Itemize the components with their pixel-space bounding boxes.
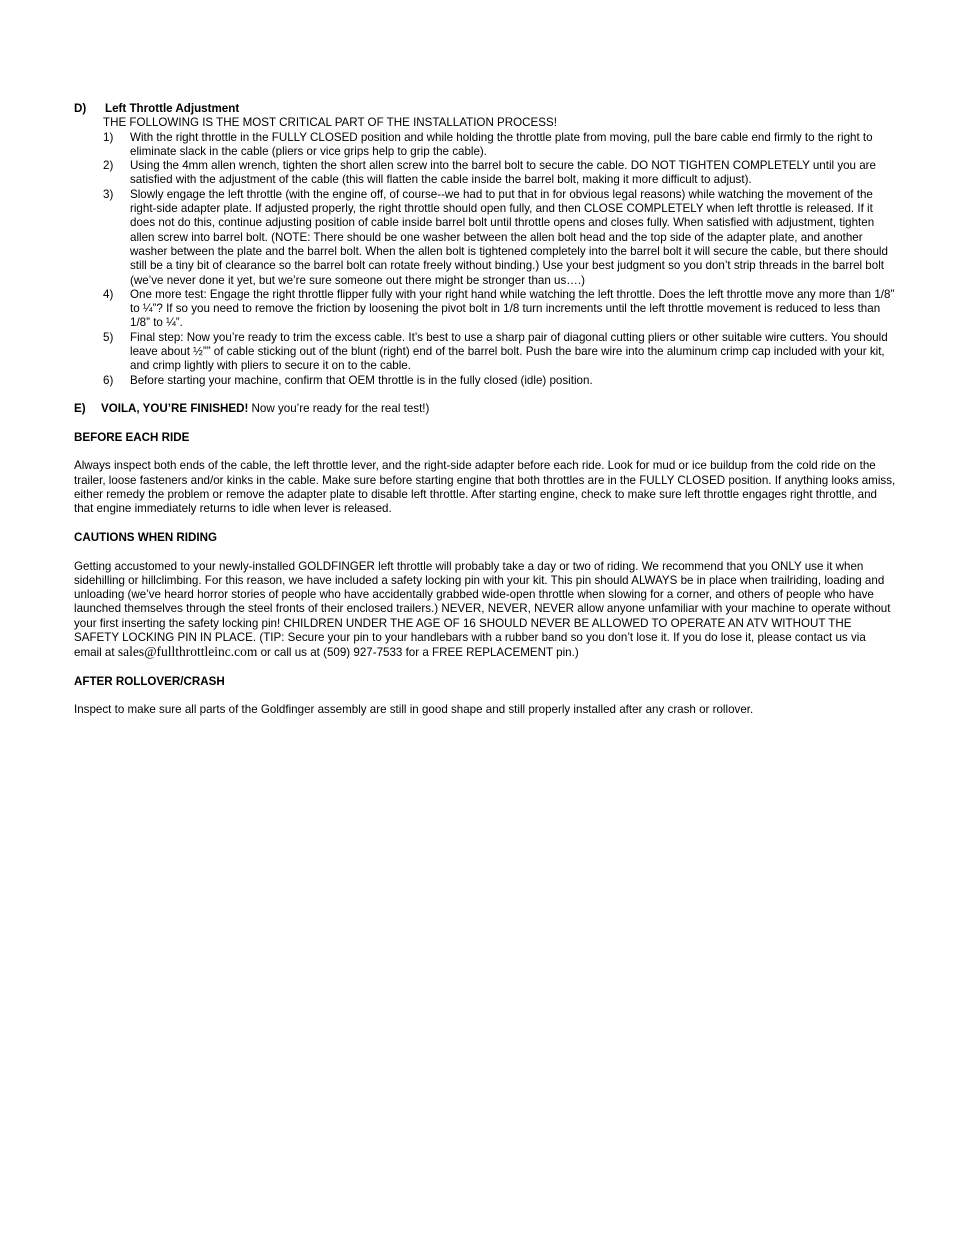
step-number: 3) xyxy=(103,187,114,201)
step-item xyxy=(103,159,896,188)
step-text: With the right throttle in the FULLY CLOSED position and while holding the throttle plate from moving, pull the bare cable end firmly to the right to eliminate slack in the cable (pliers or vice grips help to grip the cable). xyxy=(130,130,873,158)
cautions-text-after: or call us at (509) 927-7533 for a FREE REPLACEMENT pin.) xyxy=(257,646,579,660)
spacer xyxy=(74,517,896,531)
step-text: Slowly engage the left throttle (with the engine off, of course--we had to put that in for obvious legal reasons) while watching the movement of the right-side adapter plate. If adjusted properly, the right throttle should open fully, and then CLOSE COMPLETELY when left throttle is released. If it does not do this, continue adjusting position of cable inside barrel bolt until throttle opens and closes fully. When satisfied with adjustment, tighten allen screw into barrel bolt. (NOTE: There should be one washer between the allen bolt head and the top side of the adapter plate, and another washer between the plate and the barrel bolt. When the allen bolt is tightened completely into the barrel bolt it will secure the cable, but there should still be a tiny bit of clearance so the barrel bolt can rotate freely without binding.) Use your best judgment so you don’t strip threads in the barrel bolt (we’ve never done it yet, but we’re sure someone out there might be stronger than us….) xyxy=(130,187,888,287)
step-number: 5) xyxy=(103,330,114,344)
section-e-text: Now you’re ready for the real test!) xyxy=(248,402,430,416)
step-number: 1) xyxy=(103,130,114,144)
spacer xyxy=(74,661,896,675)
spacer xyxy=(74,545,896,559)
step-item xyxy=(103,374,896,388)
before-ride-text: Always inspect both ends of the cable, the left throttle lever, and the right-side adapter before each ride. Look for mud or ice buildup from the cold ride on the trailer, loose fasteners and/or kinks in the cable. Make sure before starting engine that both throttles are in the FULLY CLOSED position. If anything looks amiss, either remedy the problem or remove the adapter plate to disable left throttle. After starting engine, check to make sure left throttle engages right throttle, and that engine immediately returns to idle when lever is released. xyxy=(74,459,896,516)
step-item xyxy=(103,188,896,288)
spacer xyxy=(74,417,896,431)
adjustment-steps xyxy=(74,131,896,388)
contact-email: sales@fullthrottleinc.com xyxy=(117,644,258,660)
step-text: Final step: Now you’re ready to trim the excess cable. It’s best to use a sharp pair of diagonal cutting pliers or other suitable wire cutters. You should leave about ½”” of cable sticking out of the blunt (right) end of the barrel bolt. Push the bare wire into the aluminum crimp cap included with your kit, and crimp lightly with pliers to secure it on to the cable. xyxy=(130,330,888,373)
cautions-heading: CAUTIONS WHEN RIDING xyxy=(74,530,217,544)
step-text: One more test: Engage the right throttle flipper fully with your right hand while watching the left throttle. Does the left throttle move any more than 1/8” to ¼”? If so you need to remove the friction by loosening the pivot bolt in 1/8 turn increments until the left throttle movement is reduced to less than 1/8” to ¼”. xyxy=(130,287,895,330)
section-d-heading xyxy=(74,102,896,116)
section-e-letter: E) xyxy=(74,402,86,416)
document-page xyxy=(74,102,896,718)
section-e-content xyxy=(101,402,429,416)
critical-notice: THE FOLLOWING IS THE MOST CRITICAL PART OF THE INSTALLATION PROCESS! xyxy=(103,116,557,130)
cautions-text-before: Getting accustomed to your newly-installed GOLDFINGER left throttle will probably take a day or two of riding. We recommend that you ONLY use it when sidehilling or hillclimbing. For this reason, we have included a safety locking pin with your kit. This pin should ALWAYS be in place when trailriding, loading and unloading (we’ve heard horror stories of people who have accidentally grabbed wide-open throttle when slowing for a corner, and others of people who have launched themselves through the steel fronts of their enclosed trailers.) NEVER, NEVER, NEVER allow anyone unfamiliar with your machine to operate without your first inserting the safety locking pin! CHILDREN UNDER THE AGE OF 16 SHOULD NEVER BE ALLOWED TO OPERATE AN ATV WITHOUT THE SAFETY LOCKING PIN IN PLACE. (TIP: Secure your pin to your handlebars with a rubber band so you don’t lose it. If you do lose it, please contact us via email at xyxy=(74,559,891,660)
spacer xyxy=(74,689,896,703)
section-e-title: VOILA, YOU’RE FINISHED! xyxy=(101,402,249,416)
section-e xyxy=(74,402,896,416)
step-number: 2) xyxy=(103,159,114,173)
step-text: Using the 4mm allen wrench, tighten the short allen screw into the barrel bolt to secure the cable. DO NOT TIGHTEN COMPLETELY until you are satisfied with the adjustment of the cable (this will flatten the cable inside the barrel bolt, making it more difficult to adjust). xyxy=(130,159,876,187)
step-number: 4) xyxy=(103,287,114,301)
before-ride-heading: BEFORE EACH RIDE xyxy=(74,430,190,444)
step-text: Before starting your machine, confirm that OEM throttle is in the fully closed (idle) position. xyxy=(130,373,593,387)
section-d-title: Left Throttle Adjustment xyxy=(105,102,240,115)
cautions-text xyxy=(74,560,896,661)
section-d-letter: D) xyxy=(74,102,87,115)
step-item xyxy=(103,131,896,160)
spacer xyxy=(74,445,896,459)
spacer xyxy=(74,388,896,402)
step-number: 6) xyxy=(103,373,114,387)
step-item xyxy=(103,331,896,374)
after-rollover-text: Inspect to make sure all parts of the Goldfinger assembly are still in good shape and still properly installed after any crash or rollover. xyxy=(74,703,754,717)
step-item xyxy=(103,288,896,331)
after-rollover-heading: AFTER ROLLOVER/CRASH xyxy=(74,674,225,688)
